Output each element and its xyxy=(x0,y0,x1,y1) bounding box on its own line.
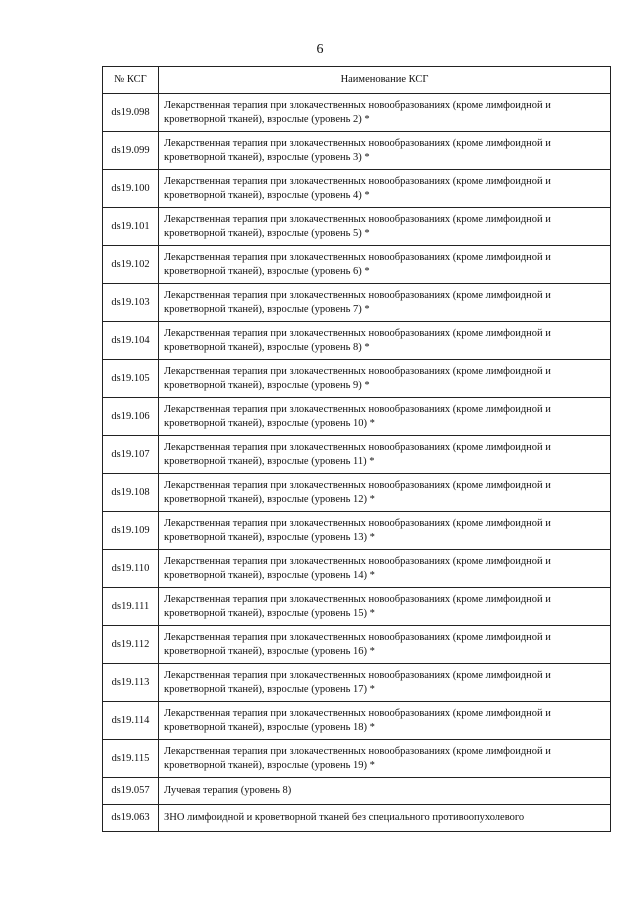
ksg-code-cell: ds19.098 xyxy=(103,94,159,132)
table-row xyxy=(103,740,611,778)
ksg-code-cell: ds19.105 xyxy=(103,360,159,398)
table-header xyxy=(103,67,611,94)
header-row xyxy=(103,67,611,94)
table-row xyxy=(103,284,611,322)
table-row xyxy=(103,512,611,550)
ksg-name-cell: Лекарственная терапия при злокачественных новообразованиях (кроме лимфоидной и кроветворной тканей), взрослые (уровень 19) * xyxy=(159,740,611,778)
ksg-name-cell: Лекарственная терапия при злокачественных новообразованиях (кроме лимфоидной и кроветворной тканей), взрослые (уровень 10) * xyxy=(159,398,611,436)
table-row xyxy=(103,805,611,832)
table-row xyxy=(103,474,611,512)
ksg-code-cell: ds19.104 xyxy=(103,322,159,360)
ksg-name-cell: Лучевая терапия (уровень 8) xyxy=(159,778,611,805)
table-row xyxy=(103,436,611,474)
table-row xyxy=(103,246,611,284)
table-row xyxy=(103,702,611,740)
table-row xyxy=(103,94,611,132)
table-row xyxy=(103,778,611,805)
ksg-code-cell: ds19.106 xyxy=(103,398,159,436)
table-row xyxy=(103,360,611,398)
ksg-name-cell: Лекарственная терапия при злокачественных новообразованиях (кроме лимфоидной и кроветворной тканей), взрослые (уровень 2) * xyxy=(159,94,611,132)
ksg-code-cell: ds19.100 xyxy=(103,170,159,208)
ksg-name-text: ЗНО лимфоидной и кроветворной тканей без специального противоопухолевого xyxy=(164,812,525,823)
ksg-name-cell: Лекарственная терапия при злокачественных новообразованиях (кроме лимфоидной и кроветворной тканей), взрослые (уровень 14) * xyxy=(159,550,611,588)
header-name: Наименование КСГ xyxy=(159,67,611,94)
ksg-name-cell: Лекарственная терапия при злокачественных новообразованиях (кроме лимфоидной и кроветворной тканей), взрослые (уровень 13) * xyxy=(159,512,611,550)
ksg-name-cell: Лекарственная терапия при злокачественных новообразованиях (кроме лимфоидной и кроветворной тканей), взрослые (уровень 8) * xyxy=(159,322,611,360)
ksg-code-cell: ds19.057 xyxy=(103,778,159,805)
table-body xyxy=(103,94,611,832)
ksg-code-cell: ds19.063 xyxy=(103,805,159,832)
ksg-code-cell: ds19.103 xyxy=(103,284,159,322)
table-row xyxy=(103,588,611,626)
ksg-code-cell: ds19.109 xyxy=(103,512,159,550)
ksg-code-cell: ds19.101 xyxy=(103,208,159,246)
table-row xyxy=(103,664,611,702)
ksg-name-cell: Лекарственная терапия при злокачественных новообразованиях (кроме лимфоидной и кроветворной тканей), взрослые (уровень 18) * xyxy=(159,702,611,740)
table-row xyxy=(103,398,611,436)
ksg-code-cell: ds19.114 xyxy=(103,702,159,740)
ksg-name-cell: Лекарственная терапия при злокачественных новообразованиях (кроме лимфоидной и кроветворной тканей), взрослые (уровень 6) * xyxy=(159,246,611,284)
ksg-table xyxy=(102,66,611,832)
ksg-code-cell: ds19.108 xyxy=(103,474,159,512)
ksg-name-cell: Лекарственная терапия при злокачественных новообразованиях (кроме лимфоидной и кроветворной тканей), взрослые (уровень 7) * xyxy=(159,284,611,322)
page-number: 6 xyxy=(316,42,324,57)
table-row xyxy=(103,626,611,664)
ksg-name-cell: Лекарственная терапия при злокачественных новообразованиях (кроме лимфоидной и кроветворной тканей), взрослые (уровень 9) * xyxy=(159,360,611,398)
ksg-code-cell: ds19.111 xyxy=(103,588,159,626)
ksg-code-cell: ds19.115 xyxy=(103,740,159,778)
ksg-code-cell: ds19.099 xyxy=(103,132,159,170)
ksg-code-cell: ds19.113 xyxy=(103,664,159,702)
ksg-code-cell: ds19.112 xyxy=(103,626,159,664)
ksg-name-cell: Лекарственная терапия при злокачественных новообразованиях (кроме лимфоидной и кроветворной тканей), взрослые (уровень 17) * xyxy=(159,664,611,702)
table-row xyxy=(103,132,611,170)
ksg-name-cell: Лекарственная терапия при злокачественных новообразованиях (кроме лимфоидной и кроветворной тканей), взрослые (уровень 16) * xyxy=(159,626,611,664)
ksg-name-cell: Лекарственная терапия при злокачественных новообразованиях (кроме лимфоидной и кроветворной тканей), взрослые (уровень 12) * xyxy=(159,474,611,512)
ksg-name-cell: Лекарственная терапия при злокачественных новообразованиях (кроме лимфоидной и кроветворной тканей), взрослые (уровень 15) * xyxy=(159,588,611,626)
ksg-name-cell xyxy=(159,805,611,832)
ksg-code-cell: ds19.107 xyxy=(103,436,159,474)
ksg-name-cell: Лекарственная терапия при злокачественных новообразованиях (кроме лимфоидной и кроветворной тканей), взрослые (уровень 3) * xyxy=(159,132,611,170)
ksg-name-cell: Лекарственная терапия при злокачественных новообразованиях (кроме лимфоидной и кроветворной тканей), взрослые (уровень 4) * xyxy=(159,170,611,208)
ksg-name-cell: Лекарственная терапия при злокачественных новообразованиях (кроме лимфоидной и кроветворной тканей), взрослые (уровень 5) * xyxy=(159,208,611,246)
ksg-name-cell: Лекарственная терапия при злокачественных новообразованиях (кроме лимфоидной и кроветворной тканей), взрослые (уровень 11) * xyxy=(159,436,611,474)
table-row xyxy=(103,208,611,246)
table-row xyxy=(103,322,611,360)
table-row xyxy=(103,170,611,208)
ksg-code-cell: ds19.110 xyxy=(103,550,159,588)
header-code: № КСГ xyxy=(103,67,159,94)
table-row xyxy=(103,550,611,588)
ksg-code-cell: ds19.102 xyxy=(103,246,159,284)
